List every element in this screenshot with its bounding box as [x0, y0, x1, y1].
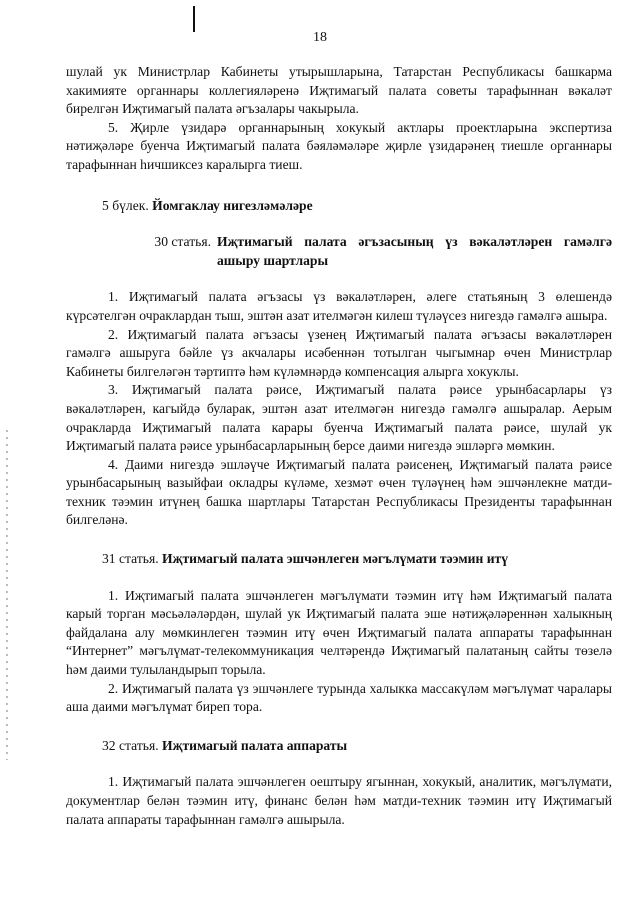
paragraph: 4. Даими нигездә эшләүче Иҗтимагый палата рәисенең, Иҗтимагый палата рәисе урынбасарының вазыйфаи окладры күләме, хезмәт өчен түләүнең һәм эшчәнлекне матди-техник тәэмин итүнең башка шартлары Татарстан Республикасы Президенты тарафыннан билгеләнә.	[66, 456, 612, 528]
paragraph: 1. Иҗтимагый палата эшчәнлеген мәгълүмати тәэмин итү һәм Иҗтимагый палата карый торган мәсьәләләрдән, шулай ук Иҗтимагый палата эше нәтиҗәләреннән халыкның файдалана алу мөмкинлеген тәэмин итү өчен Иҗтимагый палата аппараты тарафыннан “Интернет” мәгълүмат-телекоммуникация челтәрендә Иҗтимагый палатаның сайты төзелә һәм даими тулыландырып торыла.	[66, 587, 612, 678]
page-edge-mark	[193, 6, 195, 32]
article-32-heading	[66, 737, 612, 756]
chapter-heading	[66, 197, 612, 216]
article-label: 32 статья.	[102, 737, 159, 753]
article-title: Иҗтимагый палата эшчәнлеген мәгълүмати тәэмин итү	[162, 551, 509, 567]
article-30-heading	[66, 233, 612, 270]
page-number: 18	[313, 30, 327, 45]
scan-margin-artifact	[6, 430, 8, 760]
article-label: 31 статья.	[102, 551, 159, 567]
paragraph: 2. Иҗтимагый палата әгъзасы үзенең Иҗтимагый палата әгъзасы вәкаләтләрен гамәлгә ашыруга бәйле үз акчалары исәбеннән тотылган чыгымнар өчен Министрлар Кабинеты билгеләгән тәртиптә һәм күләмнәрдә компенсация алырга хокуклы.	[66, 326, 612, 379]
article-title: Иҗтимагый палата әгъзасының үз вәкаләтләрен гамәлгә ашыру шартлары	[217, 234, 612, 268]
document-body	[66, 63, 612, 829]
paragraph: 1. Иҗтимагый палата әгъзасы үз вәкаләтләрен, әлеге статьяның 3 өлешендә күрсәтелгән очраклардан тыш, эштән азат ителмәгән килеш түләүсез нигездә гамәлгә ашыра.	[66, 289, 612, 323]
paragraph: 1. Иҗтимагый палата эшчәнлеген оештыру ягыннан, хокукый, аналитик, мәгълүмати, документлар белән тәэмин итү, финанс белән һәм матди-техник тәэмин итү Иҗтимагый палата аппараты тарафыннан гамәлгә ашырыла.	[66, 774, 612, 827]
chapter-label: 5 бүлек.	[102, 197, 149, 213]
paragraph: 3. Иҗтимагый палата рәисе, Иҗтимагый палата рәисе урынбасарлары үз вәкаләтләрен, кагыйдә буларак, эштән азат ителмәгән нигездә гамәлгә ашыралар. Аерым очракларда Иҗтимагый палата карары буенча Иҗтимагый палата рәисе, шулай ук Иҗтимагый палата рәисе урынбасарларының берсе даими нигездә эшләргә мөмкин.	[66, 382, 612, 454]
article-label: 30 статья.	[154, 234, 211, 250]
article-title: Иҗтимагый палата аппараты	[162, 737, 348, 753]
paragraph: 5. Җирле үзидарә органнарының хокукый актлары проектларына экспертиза нәтиҗәләре буенча Иҗтимагый палата бәяләмәләре җирле үзидарәнең тиешле органнары тарафыннан һичшиксез каралырга тиеш.	[66, 119, 612, 172]
paragraph: шулай ук Министрлар Кабинеты утырышларына, Татарстан Республикасы башкарма хакимияте органнары коллегияләренә Иҗтимагый палата советы тарафыннан вәкаләт бирелгән Иҗтимагый палата әгъзалары чакырыла.	[66, 64, 612, 117]
paragraph: 2. Иҗтимагый палата үз эшчәнлеге турында халыкка массакүләм мәгълүмат чаралары аша даими мәгълүмат биреп тора.	[66, 680, 612, 715]
chapter-title: Йомгаклау нигезләмәләре	[152, 197, 313, 213]
article-31-heading	[66, 550, 612, 569]
